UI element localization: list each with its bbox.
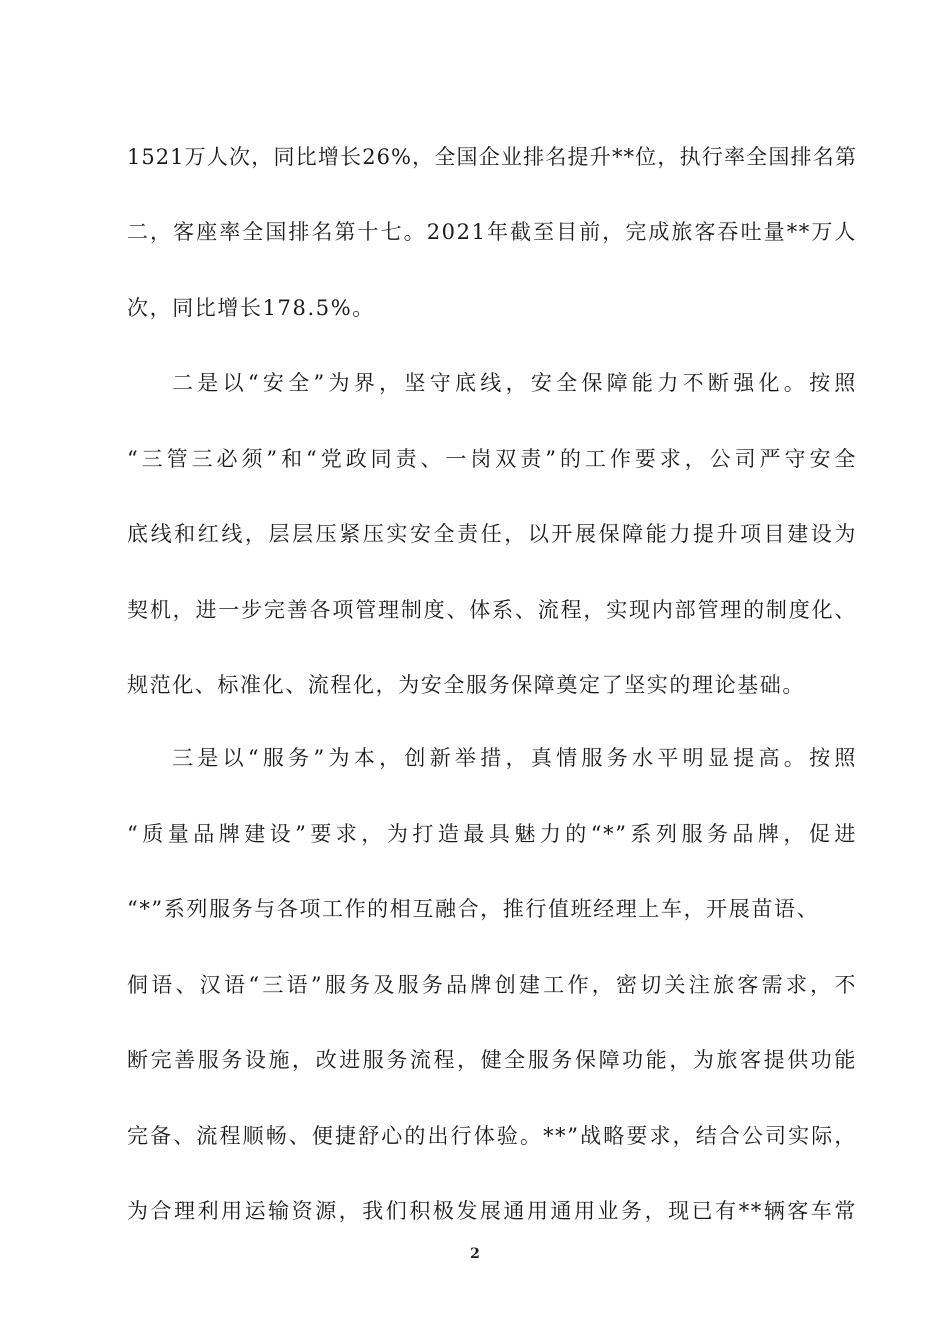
paragraph-3-line-4: 侗语、汉语“三语”服务及服务品牌创建工作，密切关注旅客需求，不 — [127, 973, 857, 997]
paragraph-2-line-2: “三管三必须”和“党政同责、一岗双责”的工作要求，公司严守安全 — [127, 447, 857, 471]
paragraph-3-line-1: 三是以“服务”为本，创新举措，真情服务水平明显提高。按照 — [172, 746, 857, 770]
text-line-2: 二，客座率全国排名第十七。2021年截至目前，完成旅客吞吐量**万人 — [127, 220, 857, 244]
paragraph-3-line-5: 断完善服务设施，改进服务流程，健全服务保障功能，为旅客提供功能 — [127, 1048, 857, 1072]
text-line-1: 1521万人次，同比增长26%，全国企业排名提升**位，执行率全国排名第 — [127, 145, 857, 169]
paragraph-2-line-4: 契机，进一步完善各项管理制度、体系、流程，实现内部管理的制度化、 — [127, 598, 857, 622]
paragraph-3-line-3: “*”系列服务与各项工作的相互融合，推行值班经理上车，开展苗语、 — [127, 897, 820, 921]
text-line-3: 次，同比增长178.5%。 — [127, 296, 375, 320]
paragraph-2-line-5: 规范化、标准化、流程化，为安全服务保障奠定了坚实的理论基础。 — [127, 673, 805, 697]
paragraph-3-line-2: “质量品牌建设”要求，为打造最具魅力的“*”系列服务品牌，促进 — [127, 822, 857, 846]
paragraph-2-line-3: 底线和红线，层层压紧压实安全责任，以开展保障能力提升项目建设为 — [127, 522, 857, 546]
page-number: 2 — [470, 1246, 480, 1262]
paragraph-3-line-6: 完备、流程顺畅、便捷舒心的出行体验。**”战略要求，结合公司实际， — [127, 1124, 857, 1148]
paragraph-2-line-1: 二是以“安全”为界，坚守底线，安全保障能力不断强化。按照 — [172, 371, 857, 395]
paragraph-3-line-7: 为合理利用运输资源，我们积极发展通用通用业务，现已有**辆客车常 — [127, 1199, 857, 1223]
